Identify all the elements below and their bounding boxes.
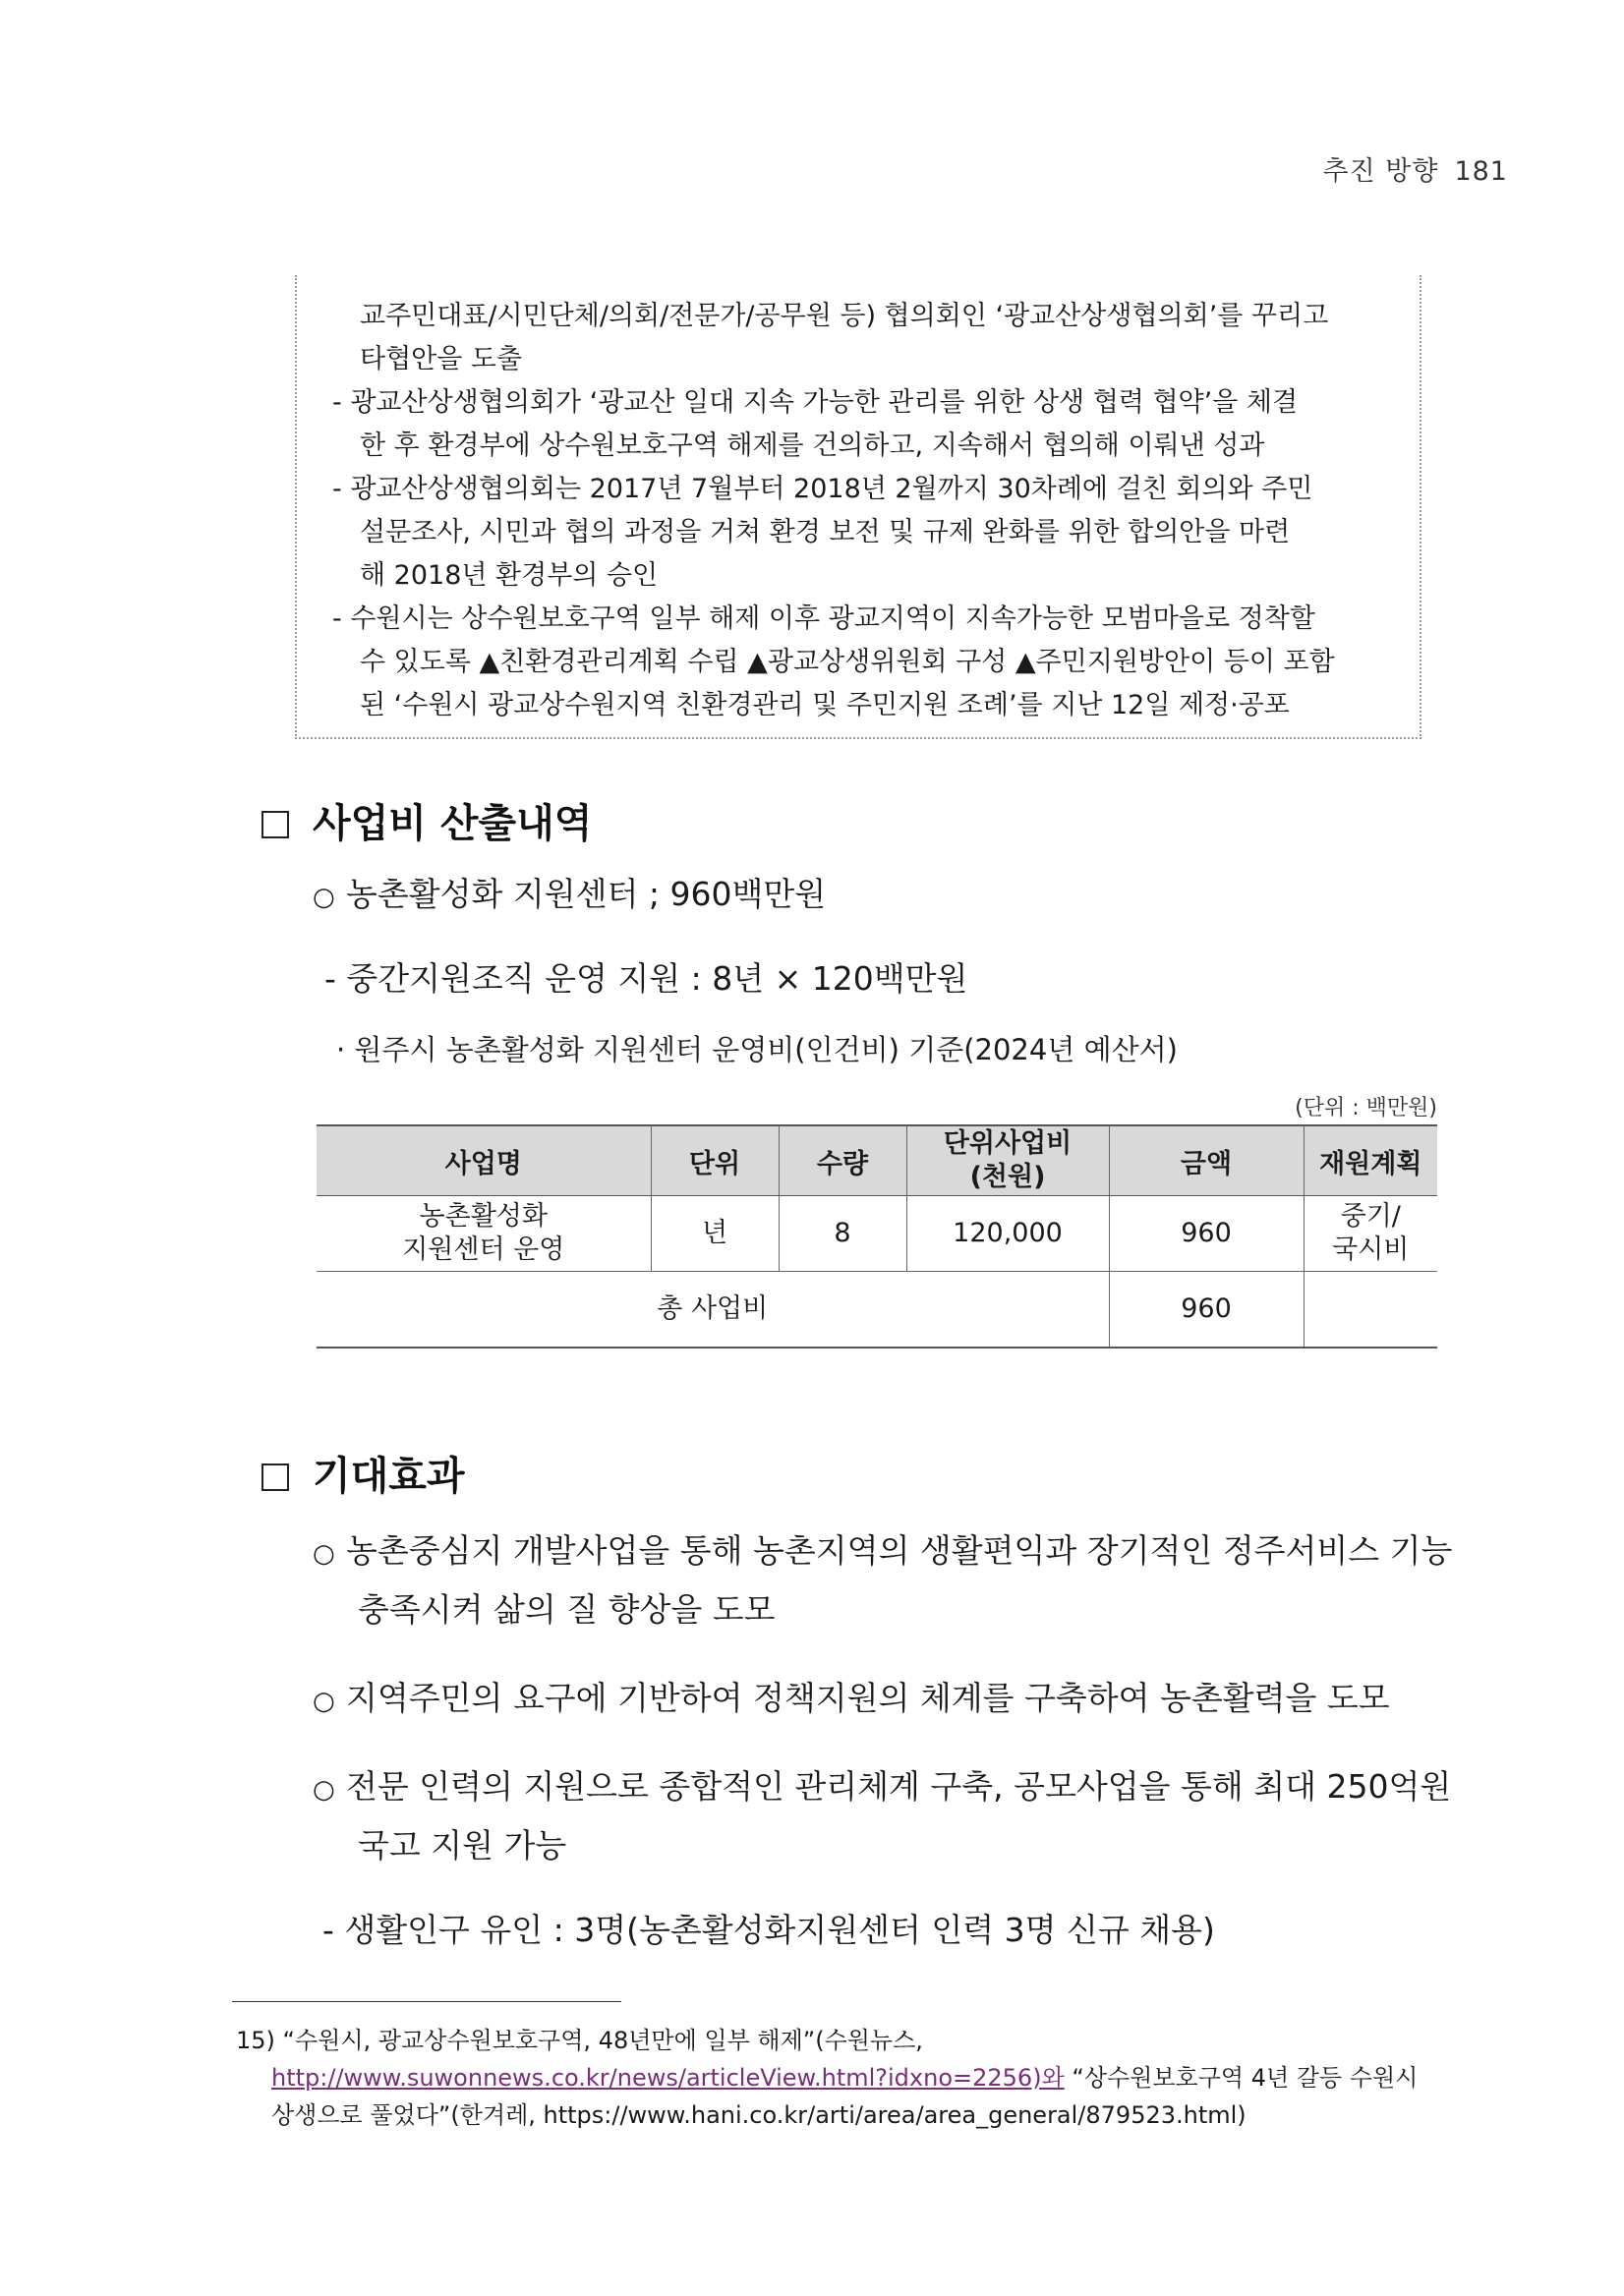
quote-line: 수 있도록 ▲친환경관리계획 수립 ▲광교상생위원회 구성 ▲주민지원방안이 등이 포함	[360, 647, 1335, 677]
quote-line: 된 ‘수원시 광교상수원지역 친환경관리 및 주민지원 조례’를 지난 12일 제정·공포	[360, 690, 1290, 720]
square-bullet-icon	[261, 1464, 289, 1491]
header-title: 추진 방향	[1322, 156, 1439, 187]
footnote-line: http://www.suwonnews.co.kr/news/articleView.html?idxno=2256)와 “상수원보호구역 4년 갈등 수원시	[271, 2064, 1419, 2092]
budget-table	[317, 1124, 1437, 1349]
footnote-divider	[232, 2001, 621, 2002]
footnote-line: 상생으로 풀었다”(한겨레, https://www.hani.co.kr/arti/area/area_general/879523.html)	[271, 2101, 1247, 2129]
total-amount: 960	[1109, 1272, 1304, 1349]
unit-label: (단위 : 백만원)	[1295, 1096, 1437, 1120]
footnote-link[interactable]: http://www.suwonnews.co.kr/news/articleView.html?idxno=2256)와	[271, 2064, 1065, 2092]
quote-box	[295, 275, 1421, 739]
section-title-budget: 사업비 산출내역	[261, 792, 592, 848]
cell-amount: 960	[1109, 1196, 1304, 1272]
column-header: 사업명	[317, 1125, 651, 1196]
quote-line: - 수원시는 상수원보호구역 일부 해제 이후 광교지역이 지속가능한 모범마을로 정착할	[332, 603, 1315, 634]
total-funding	[1304, 1272, 1437, 1349]
quote-line: - 광교산상생협의회는 2017년 7월부터 2018년 2월까지 30차례에 걸친 회의와 주민	[332, 474, 1313, 504]
budget-sub-item: - 중간지원조직 운영 지원 : 8년 × 120백만원	[324, 959, 968, 998]
table-row	[317, 1196, 1437, 1272]
page-header	[1323, 149, 1508, 188]
circle-bullet-icon: ○	[313, 883, 335, 912]
page-number: 181	[1454, 156, 1508, 187]
cell-unit-cost: 120,000	[906, 1196, 1109, 1272]
quote-line: 설문조사, 시민과 협의 과정을 거쳐 환경 보전 및 규제 완화를 위한 합의안을 마련	[360, 517, 1291, 547]
effect-item-continued: 국고 지원 가능	[358, 1826, 567, 1865]
effect-item: ○ 농촌중심지 개발사업을 통해 농촌지역의 생활편익과 장기적인 정주서비스 기능	[313, 1531, 1453, 1570]
effect-item-continued: 충족시켜 삶의 질 향상을 도모	[358, 1590, 776, 1629]
budget-item: ○ 농촌활성화 지원센터 ; 960백만원	[313, 875, 827, 913]
circle-bullet-icon: ○	[313, 1539, 335, 1569]
circle-bullet-icon: ○	[313, 1687, 335, 1716]
quote-line: 해 2018년 환경부의 승인	[360, 560, 659, 591]
column-header: 단위사업비 (천원)	[906, 1125, 1109, 1196]
quote-line: 교주민대표/시민단체/의회/전문가/공무원 등) 협의회인 ‘광교산상생협의회’를 꾸리고	[360, 301, 1329, 331]
footnote-line: 15) “수원시, 광교상수원보호구역, 48년만에 일부 해제”(수원뉴스,	[236, 2027, 923, 2054]
circle-bullet-icon: ○	[313, 1775, 335, 1805]
column-header: 수량	[779, 1125, 906, 1196]
table-total-row	[317, 1272, 1437, 1349]
square-bullet-icon	[261, 811, 289, 838]
budget-basis-note: · 원주시 농촌활성화 지원센터 운영비(인건비) 기준(2024년 예산서)	[336, 1033, 1178, 1066]
quote-line: 한 후 환경부에 상수원보호구역 해제를 건의하고, 지속해서 협의해 이뤄낸 성과	[360, 430, 1265, 461]
total-label: 총 사업비	[317, 1272, 1109, 1349]
cell-quantity: 8	[779, 1196, 906, 1272]
effect-sub-item: - 생활인구 유인 : 3명(농촌활성화지원센터 인력 3명 신규 채용)	[322, 1911, 1215, 1949]
effect-item: ○ 전문 인력의 지원으로 종합적인 관리체계 구축, 공모사업을 통해 최대 250억원	[313, 1767, 1452, 1806]
column-header: 단위	[651, 1125, 779, 1196]
column-header: 금액	[1109, 1125, 1304, 1196]
cell-funding: 중기/ 국시비	[1304, 1196, 1437, 1272]
quote-line: 타협안을 도출	[360, 344, 523, 374]
cell-unit: 년	[651, 1196, 779, 1272]
quote-line: - 광교산상생협의회가 ‘광교산 일대 지속 가능한 관리를 위한 상생 협력 협약’을 체결	[332, 387, 1299, 418]
section-title-effects: 기대효과	[261, 1445, 465, 1501]
table-header-row	[317, 1125, 1437, 1196]
column-header: 재원계획	[1304, 1125, 1437, 1196]
effect-item: ○ 지역주민의 요구에 기반하여 정책지원의 체계를 구축하여 농촌활력을 도모	[313, 1679, 1390, 1717]
cell-name: 농촌활성화 지원센터 운영	[317, 1196, 651, 1272]
